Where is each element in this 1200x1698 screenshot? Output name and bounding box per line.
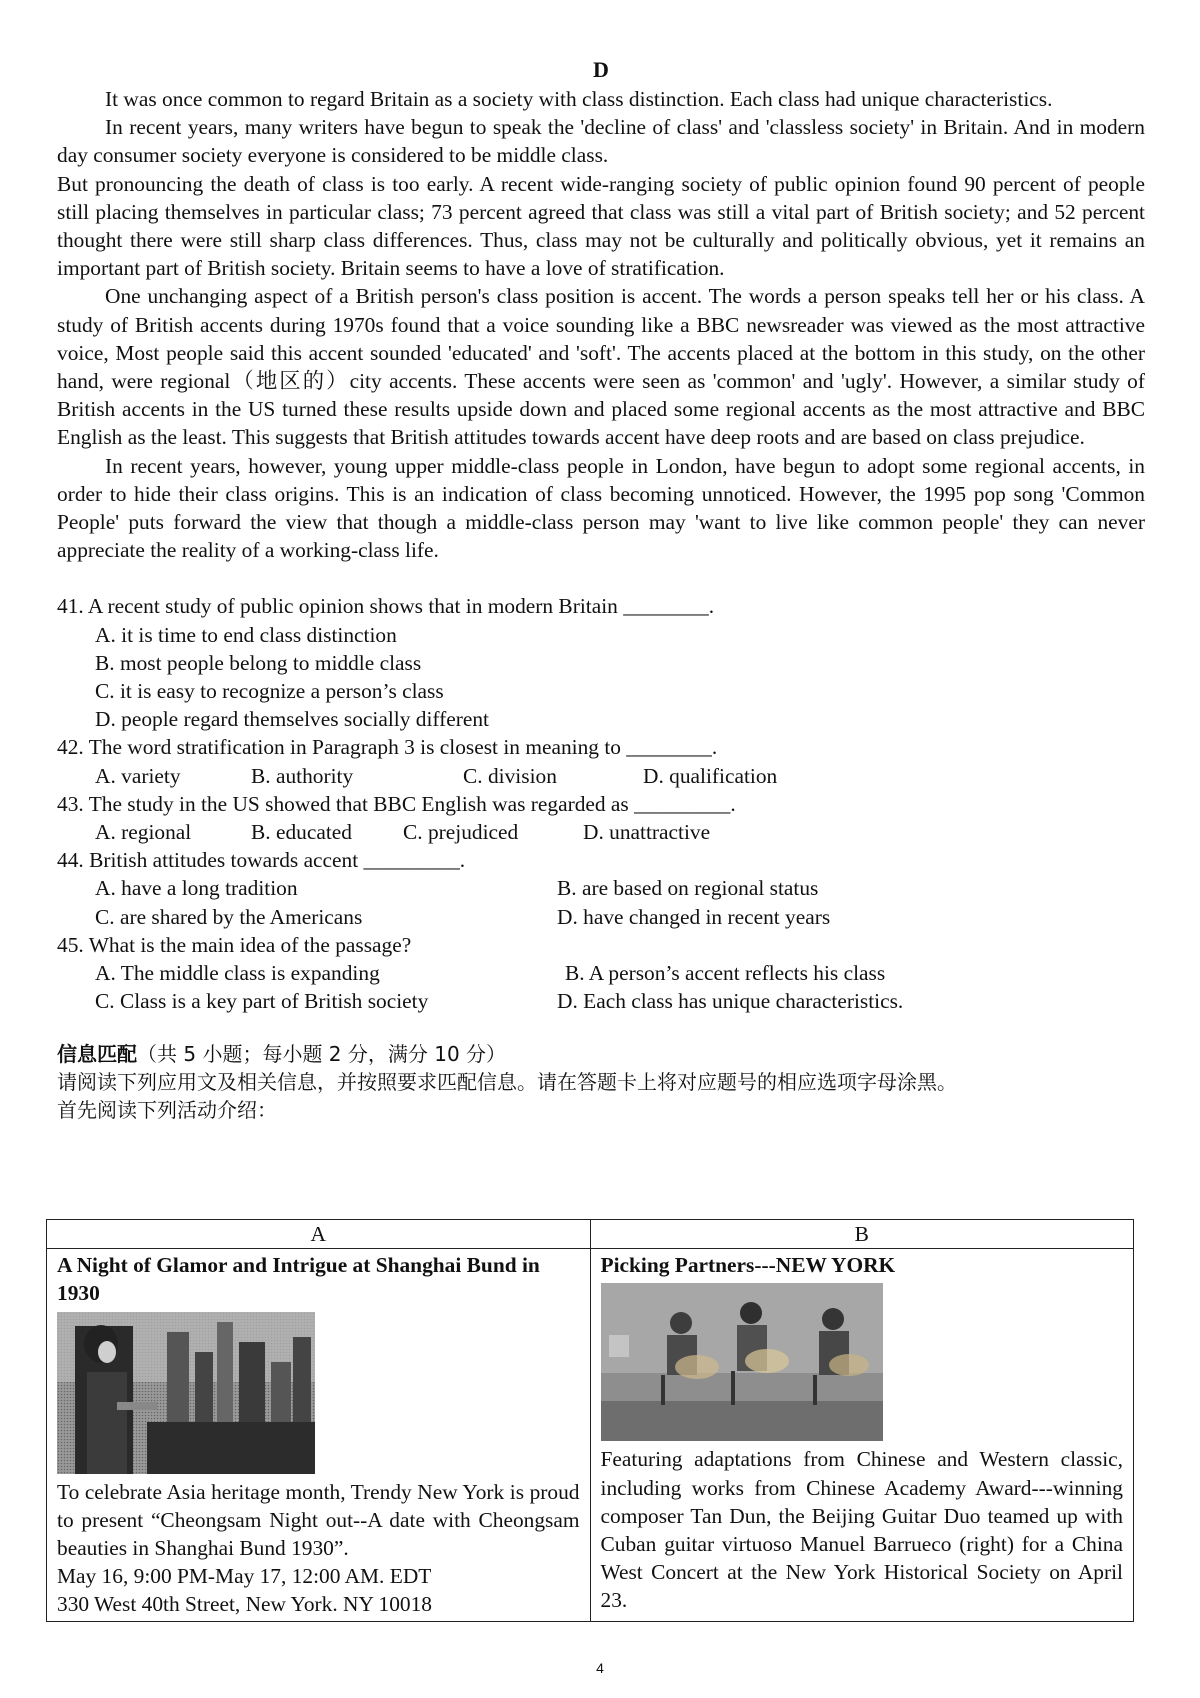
event-b-body: Featuring adaptations from Chinese and Western classic, including works from Chinese Academy Award---winning composer Tan Dun, the Beijing Guitar Duo teamed up with Cuban guitar virtuoso Manuel Barrueco (right) for a China West Concert at the New York Historical Society on April 23. xyxy=(600,1447,1123,1613)
matching-title: 信息匹配 xyxy=(57,1041,137,1066)
option-42-b: B. authority xyxy=(251,763,354,788)
paragraph-2: In recent years, many writers have begun to speak the 'decline of class' and 'classless society' in Britain. And in modern day consumer society everyone is considered to be middle class. xyxy=(57,115,1145,168)
reading-section-d xyxy=(57,57,1145,1124)
option-45-d: D. Each class has unique characteristics. xyxy=(557,989,904,1014)
option-41-d: D. people regard themselves socially different xyxy=(95,707,490,732)
col-a-label: A xyxy=(47,1220,591,1249)
question-list xyxy=(57,592,1145,1015)
paragraph-4: One unchanging aspect of a British person's class position is accent. The words a person speaks tell her or his class. A study of British accents during 1970s found that a voice sounding like a BBC newsreader was viewed as the most attractive voice, Most people said this accent sounded 'educated' and 'soft'. The accents placed at the bottom in this study, on the other hand, were regional（地区的）city accents. These accents were seen as 'common' and 'ugly'. However, a similar study of British accents in the US turned these results upside down and placed some regional accents as the most attractive and BBC English as the least. This suggests that British attitudes towards accent have deep roots and are based on class prejudice. xyxy=(57,284,1145,450)
option-44-d: D. have changed in recent years xyxy=(557,904,831,929)
option-43-c: C. prejudiced xyxy=(403,820,519,845)
event-b xyxy=(590,1249,1134,1621)
option-44-c: C. are shared by the Americans xyxy=(95,904,363,929)
option-43-a: A. regional xyxy=(95,820,192,845)
guitar-trio-photo xyxy=(601,1283,883,1441)
paragraph-3: But pronouncing the death of class is too early. A recent wide-ranging society of public opinion found 90 percent of people still placing themselves in particular class; 73 percent agreed that class was still a vital part of British society; and 52 percent thought there were still sharp class differences. Thus, class may not be culturally and politically obvious, yet it remains an important part of British society. Britain seems to have a love of stratification. xyxy=(57,171,1145,281)
events-table xyxy=(46,1219,1134,1622)
option-43-d: D. unattractive xyxy=(583,820,711,845)
option-43-b: B. educated xyxy=(251,820,352,845)
events-header-row xyxy=(47,1220,1134,1249)
options-43 xyxy=(95,818,1145,846)
matching-note: （共 5 小题；每小题 2 分，满分 10 分） xyxy=(137,1041,507,1066)
options-44-row1 xyxy=(95,874,1145,902)
option-45-a: A. The middle class is expanding xyxy=(95,961,380,986)
option-42-c: C. division xyxy=(463,763,557,788)
question-44: 44. British attitudes towards accent _________. xyxy=(57,848,466,873)
matching-header xyxy=(57,1040,1145,1068)
paragraph-5: In recent years, however, young upper middle-class people in London, have begun to adopt some regional accents, in order to hide their class origins. This is an indication of class becoming unnoticed. However, the 1995 pop song 'Common People' puts forward the view that though a middle-class person may 'want to live like common people' they can never appreciate the reality of a working-class life. xyxy=(57,453,1145,563)
shanghai-bund-photo xyxy=(57,1312,315,1474)
option-45-b: B. A person’s accent reflects his class xyxy=(565,961,886,986)
section-heading: D xyxy=(593,57,609,82)
events-body-row xyxy=(47,1249,1134,1621)
options-45-row2 xyxy=(95,987,1145,1015)
event-b-title: Picking Partners---NEW YORK xyxy=(600,1253,896,1278)
question-41: 41. A recent study of public opinion shows that in modern Britain ________. xyxy=(57,594,715,619)
option-44-a: A. have a long tradition xyxy=(95,876,298,901)
option-45-c: C. Class is a key part of British society xyxy=(95,989,429,1014)
option-41-b: B. most people belong to middle class xyxy=(95,650,422,675)
event-a xyxy=(47,1249,591,1621)
page-number: 4 xyxy=(596,1660,604,1676)
options-44-row2 xyxy=(95,903,1145,931)
option-41-a: A. it is time to end class distinction xyxy=(95,622,397,647)
option-44-b: B. are based on regional status xyxy=(557,876,819,901)
matching-lead: 首先阅读下列活动介绍： xyxy=(57,1097,277,1122)
paragraph-1: It was once common to regard Britain as a society with class distinction. Each class had unique characteristics. xyxy=(105,87,1053,111)
event-a-date: May 16, 9:00 PM-May 17, 12:00 AM. EDT xyxy=(57,1564,432,1589)
event-a-title: A Night of Glamor and Intrigue at Shanghai Bund in 1930 xyxy=(57,1253,540,1306)
option-42-a: A. variety xyxy=(95,763,181,788)
question-42: 42. The word stratification in Paragraph 3 is closest in meaning to ________. xyxy=(57,735,718,760)
question-43: 43. The study in the US showed that BBC English was regarded as _________. xyxy=(57,791,736,816)
col-b-label: B xyxy=(590,1220,1134,1249)
option-42-d: D. qualification xyxy=(643,763,778,788)
options-42 xyxy=(95,762,1145,790)
question-45: 45. What is the main idea of the passage? xyxy=(57,932,412,957)
options-45-row1 xyxy=(95,959,1145,987)
event-a-body: To celebrate Asia heritage month, Trendy New York is proud to present “Cheongsam Night out--A date with Cheongsam beauties in Shanghai Bund 1930”. xyxy=(57,1479,580,1561)
event-a-address: 330 West 40th Street, New York. NY 10018 xyxy=(57,1592,432,1617)
matching-instruction: 请阅读下列应用文及相关信息，并按照要求匹配信息。请在答题卡上将对应题号的相应选项字母涂黑。 xyxy=(57,1069,957,1094)
matching-section xyxy=(57,1040,1145,1124)
option-41-c: C. it is easy to recognize a person’s class xyxy=(95,679,444,704)
